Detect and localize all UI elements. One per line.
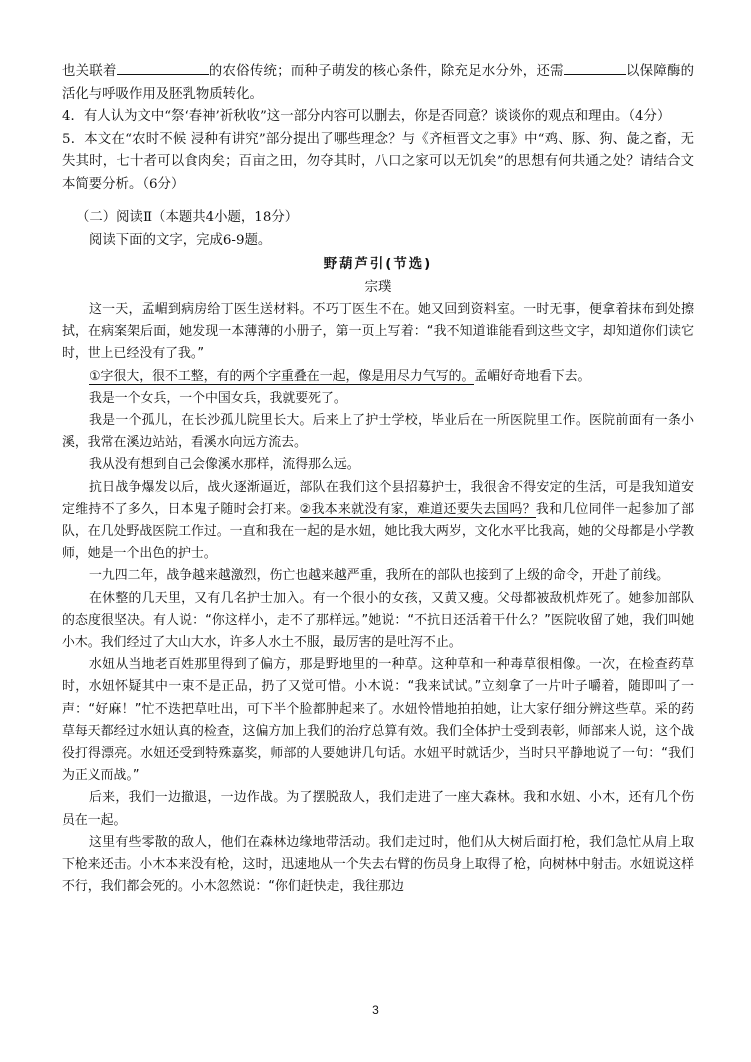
q3-text-1: 也关联着 xyxy=(62,64,117,79)
q3-text-2: 的农俗传统；而种子萌发的核心条件，除充足水分外，还需 xyxy=(208,64,564,79)
paragraph: 我是一个孤儿，在长沙孤儿院里长大。后来上了护士学校，毕业后在一所医院里工作。医院前面有一条小溪，我常在溪边站站，看溪水向远方流去。 xyxy=(62,413,694,451)
paragraph xyxy=(62,477,694,566)
section-header: （二）阅读Ⅱ（本题共4小题，18分） xyxy=(76,210,299,225)
paragraph xyxy=(62,366,694,388)
passage-body xyxy=(62,299,694,898)
paragraph: 水妞从当地老百姓那里得到了偏方，那是野地里的一种草。这种草和一种毒草很相像。一次，在检查药草时，水妞怀疑其中一束不是正品，扔了又觉可惜。小木说：“我来试试。”立刻拿了一片叶子嚼着，随即叫了一声：“好麻！”忙不迭把草吐出，可下半个脸都肿起来了。水妞怜惜地拍拍她，让大家仔细分辨这些草。采的药草每天都经过水妞认真的检查，这偏方加上我们的治疗总算有效。我们全体护士受到表彰，师部来人说，这个战役打得漂亮。水妞还受到特殊嘉奖，师部的人要她讲几句话。水妞平时就话少，当时只平静地说了一句：“我们为正义而战。” xyxy=(62,657,694,784)
paragraph: 在休整的几天里，又有几名护士加入。有一个很小的女孩，又黄又瘦。父母都被敌机炸死了。她参加部队的态度很坚决。有人说：“你这样小，走不了那样远。”她说：“不抗日还活着干什么？”医院收留了她，我们叫她小木。我们经过了大山大水，许多人水土不服，最厉害的是吐泻不止。 xyxy=(62,590,694,651)
paragraph-text: 我和几位同伴一起参加了部队，在几处野战医院工作过。一直和我在一起的是水妞，她比我大两岁，文化水平比我高，她的父母都是小学教师，她是一个出色的护士。 xyxy=(62,501,695,562)
paragraph: 我从没有想到自己会像溪水那样，流得那么远。 xyxy=(89,457,360,473)
underlined-sentence-2: ②我本来就没有家，难道还要失去国吗？ xyxy=(299,501,536,517)
q3-text-3: 以保障酶的活化与呼吸作用及胚乳物质转化。 xyxy=(62,64,695,102)
question-3-continuation xyxy=(62,60,694,106)
page-number: 3 xyxy=(372,1003,379,1017)
section-instruction: 阅读下面的文字，完成6-9题。 xyxy=(89,232,272,248)
paragraph: 后来，我们一边撤退，一边作战。为了摆脱敌人，我们走进了一座大森林。我和水妞、小木，还有几个伤员在一起。 xyxy=(62,790,694,828)
paragraph: 这里有些零散的敌人，他们在森林边缘地带活动。我们走过时，他们从大树后面打枪，我们急忙从肩上取下枪来还击。小木本来没有枪，这时，迅速地从一个失去右臂的伤员身上取得了枪，向树林中射击。水妞说这样不行，我们都会死的。小木忽然说：“你们赶快走，我往那边 xyxy=(62,834,694,895)
paragraph: 一九四二年，战争越来越激烈，伤亡也越来越严重，我所在的部队也接到了上级的命令，开赴了前线。 xyxy=(89,568,670,584)
passage-title: 野葫芦引(节选) xyxy=(323,257,433,272)
question-5: 5．本文在“农时不候 浸种有讲究”部分提出了哪些理念？与《齐桓晋文之事》中“鸡、豚、狗、彘之畜，无失其时，七十者可以食肉矣；百亩之田，勿夺其时，八口之家可以无饥矣”的思想有何共通之处？请结合文本简要分析。（6分） xyxy=(62,131,694,192)
answer-blank-1 xyxy=(117,60,209,75)
page-content xyxy=(62,60,694,898)
answer-blank-2 xyxy=(564,60,626,75)
question-4: 4．有人认为文中“祭‘春神’祈秋收”这一部分内容可以删去，你是否同意？谈谈你的观点和理由。（4分） xyxy=(62,109,671,124)
passage-author: 宗璞 xyxy=(364,279,392,295)
paragraph-text: 孟嵋好奇地看下去。 xyxy=(474,368,591,384)
paragraph: 我是一个女兵，一个中国女兵，我就要死了。 xyxy=(89,390,347,406)
underlined-sentence-1: ①字很大，很不工整，有的两个字重叠在一起，像是用尽力气写的。 xyxy=(89,368,475,384)
paragraph-text: 抗日战争爆发以后，战火逐渐逼近，部队在我们这个县招募护士，我很舍不得安定的生活，可是我知道安定维持不了多久，日本鬼子随时会打来。 xyxy=(62,479,694,517)
paragraph: 这一天，孟嵋到病房给丁医生送材料。不巧丁医生不在。她又回到资料室。一时无事，便拿着抹布到处擦拭，在病案架后面，她发现一本薄薄的小册子，第一页上写着：“我不知道谁能看到这些文字，却知道你们读它时，世上已经没有了我。” xyxy=(62,302,694,362)
